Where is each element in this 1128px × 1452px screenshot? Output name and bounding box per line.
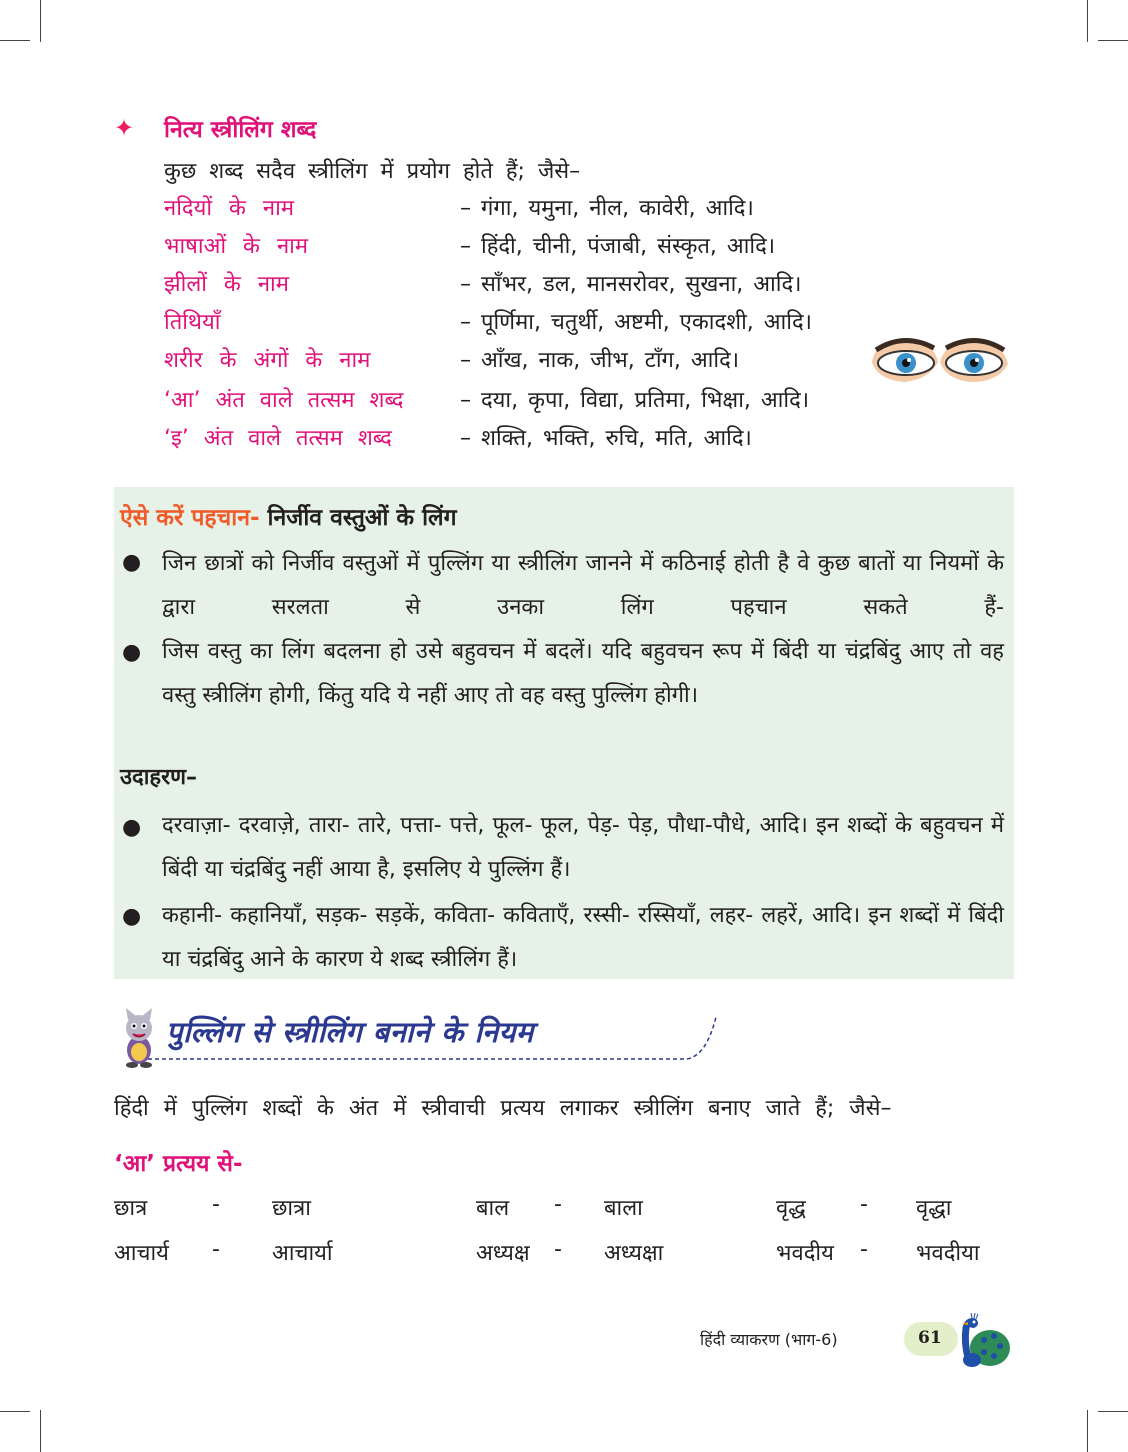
bullet-dot: ● <box>122 904 142 929</box>
category-label: नदियों के नाम <box>164 196 294 221</box>
eyes-illustration <box>868 332 1010 388</box>
tip-heading-label: ऐसे करें पहचान- <box>120 505 260 531</box>
pair-dash: - <box>860 1192 868 1217</box>
masculine-word: बाल <box>476 1196 510 1221</box>
pair-dash: - <box>860 1237 868 1262</box>
bullet-dot: ● <box>122 640 142 665</box>
pair-dash: - <box>212 1237 220 1262</box>
tip-paragraph: जिन छात्रों को निर्जीव वस्तुओं में पुल्लिंग या स्त्रीलिंग जानने में कठिनाई होती है वे कुछ बातों या नियमों के द्वारा सरलता से उनका लिंग पहचान सकते हैं- <box>162 551 1004 620</box>
category-label: ‘इ’ अंत वाले तत्सम शब्द <box>164 426 392 451</box>
crop-mark <box>1098 40 1128 41</box>
example-paragraph: दरवाज़ा- दरवाज़े, तारा- तारे, पत्ता- पत्ते, फूल- फूल, पेड़- पेड़, पौधा-पौधे, आदि। इन शब्दों के बहुवचन में बिंदी या चंद्रबिंदु नहीं आया है, इसलिए ये पुल्लिंग हैं। <box>162 813 1004 882</box>
category-label: ‘आ’ अंत वाले तत्सम शब्द <box>164 388 404 413</box>
crop-mark <box>1087 1410 1088 1452</box>
suffix-heading: ‘आ’ प्रत्यय से- <box>114 1151 243 1177</box>
rules-intro: हिंदी में पुल्लिंग शब्दों के अंत में स्त्रीवाची प्रत्यय लगाकर स्त्रीलिंग बनाए जाते हैं; जैसे– <box>114 1096 892 1121</box>
masculine-word: वृद्ध <box>776 1196 806 1221</box>
tip-paragraph: जिस वस्तु का लिंग बदलना हो उसे बहुवचन में बदलें। यदि बहुवचन रूप में बिंदी या चंद्रबिंदु आए तो वह वस्तु स्त्रीलिंग होगी, किंतु यदि ये नहीं आए तो वह वस्तु पुल्लिंग होगी। <box>162 639 1004 708</box>
masculine-word: आचार्य <box>114 1241 169 1266</box>
feminine-word: बाला <box>604 1196 643 1221</box>
feminine-word: भवदीया <box>916 1241 980 1266</box>
crop-mark <box>40 1410 41 1452</box>
rules-heading: पुल्लिंग से स्त्रीलिंग बनाने के नियम <box>166 1015 534 1049</box>
bullet-dot: ● <box>122 815 142 840</box>
feminine-word: वृद्धा <box>916 1196 952 1221</box>
category-examples: – गंगा, यमुना, नील, कावेरी, आदि। <box>460 196 754 221</box>
category-examples: – साँभर, डल, मानसरोवर, सुखना, आदि। <box>460 272 802 297</box>
crop-mark <box>0 40 30 41</box>
masculine-word: भवदीय <box>776 1241 834 1266</box>
masculine-word: अध्यक्ष <box>476 1241 530 1266</box>
category-examples: – आँख, नाक, जीभ, टाँग, आदि। <box>460 348 740 373</box>
category-label: भाषाओं के नाम <box>164 234 309 259</box>
masculine-word: छात्र <box>114 1196 148 1221</box>
bullet-dot: ● <box>122 550 142 575</box>
category-examples: – दया, कृपा, विद्या, प्रतिमा, भिक्षा, आदि। <box>460 388 810 413</box>
example-label: उदाहरण– <box>120 765 198 790</box>
feminine-word: छात्रा <box>272 1196 311 1221</box>
category-examples: – पूर्णिमा, चतुर्थी, अष्टमी, एकादशी, आदि। <box>460 310 812 335</box>
crop-mark <box>40 0 41 42</box>
section-title: नित्य स्त्रीलिंग शब्द <box>164 117 317 143</box>
feminine-word: अध्यक्षा <box>604 1241 664 1266</box>
pair-dash: - <box>554 1237 562 1262</box>
tip-heading <box>120 500 457 532</box>
peacock-icon <box>950 1312 1012 1370</box>
category-label: तिथियाँ <box>164 310 221 335</box>
tip-heading-topic: निर्जीव वस्तुओं के लिंग <box>267 505 457 531</box>
category-label: झीलों के नाम <box>164 272 289 297</box>
example-paragraph: कहानी- कहानियाँ, सड़क- सड़कें, कविता- कविताएँ, रस्सी- रस्सियाँ, लहर- लहरें, आदि। इन शब्दों में बिंदी या चंद्रबिंदु आने के कारण ये शब्द स्त्रीलिंग हैं। <box>162 903 1004 972</box>
crop-mark <box>0 1411 30 1412</box>
pair-dash: - <box>554 1192 562 1217</box>
category-label: शरीर के अंगों के नाम <box>164 348 371 373</box>
crop-mark <box>1087 0 1088 42</box>
page-number: 61 <box>918 1328 942 1348</box>
category-examples: – शक्ति, भक्ति, रुचि, मति, आदि। <box>460 426 752 451</box>
crop-mark <box>1098 1411 1128 1412</box>
pair-dash: - <box>212 1192 220 1217</box>
section-intro: कुछ शब्द सदैव स्त्रीलिंग में प्रयोग होते हैं; जैसे– <box>164 159 581 184</box>
star-bullet-icon: ✦ <box>114 114 135 142</box>
book-title: हिंदी व्याकरण (भाग-6) <box>700 1330 838 1349</box>
category-examples: – हिंदी, चीनी, पंजाबी, संस्कृत, आदि। <box>460 234 776 259</box>
feminine-word: आचार्या <box>272 1241 333 1266</box>
cat-mascot-icon <box>114 1006 164 1068</box>
